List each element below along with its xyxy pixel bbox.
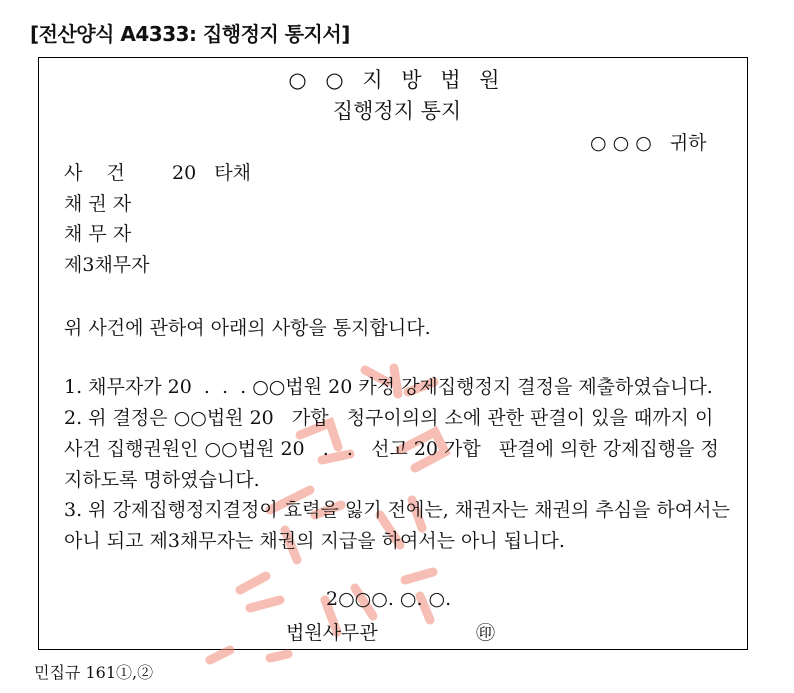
addressee-suffix: 귀하 <box>669 132 707 154</box>
case-label: 사 건 <box>64 162 125 184</box>
case-number: 20 타채 <box>172 162 252 184</box>
court-name: ○ ○ 지 방 법 원 <box>288 68 506 92</box>
body-line: 사건 집행권원인 ○○법원 20 . . 선고 20 가합 판결에 의한 강제집행을 정 <box>64 438 719 460</box>
signer-title: 법원사무관 <box>286 622 378 644</box>
addressee-name: ○ ○ ○ <box>590 132 652 154</box>
body-line: 1. 채무자가 20 . . . ○○법원 20 카정 강제집행정지 결정을 제출하였습니다. <box>64 376 713 398</box>
body-line: 아니 되고 제3채무자는 채권의 지급을 하여서는 아니 됩니다. <box>64 530 565 552</box>
body-line: 2. 위 결정은 ○○법원 20 가합 청구이의의 소에 관한 판결이 있을 때까지 이 <box>64 407 714 429</box>
seal-mark: ㊞ <box>476 622 496 644</box>
addressee <box>590 128 707 155</box>
rule-reference: 민집규 161①,② <box>34 663 154 682</box>
form-code-header: [전산양식 A4333: 집행정지 통지서] <box>30 22 350 46</box>
issue-date: 2○○○. ○. ○. <box>326 588 452 610</box>
creditor-label: 채 권 자 <box>64 193 132 215</box>
body-line: 3. 위 강제집행정지결정이 효력을 잃기 전에는, 채권자는 채권의 추심을 하여서는 <box>64 499 730 521</box>
debtor-label: 채 무 자 <box>64 223 132 245</box>
document-title: 집행정지 통지 <box>332 99 462 123</box>
body-line: 지하도록 명하였습니다. <box>64 469 260 491</box>
third-debtor-label: 제3채무자 <box>64 254 150 276</box>
intro-text: 위 사건에 관하여 아래의 사항을 통지합니다. <box>64 317 431 339</box>
